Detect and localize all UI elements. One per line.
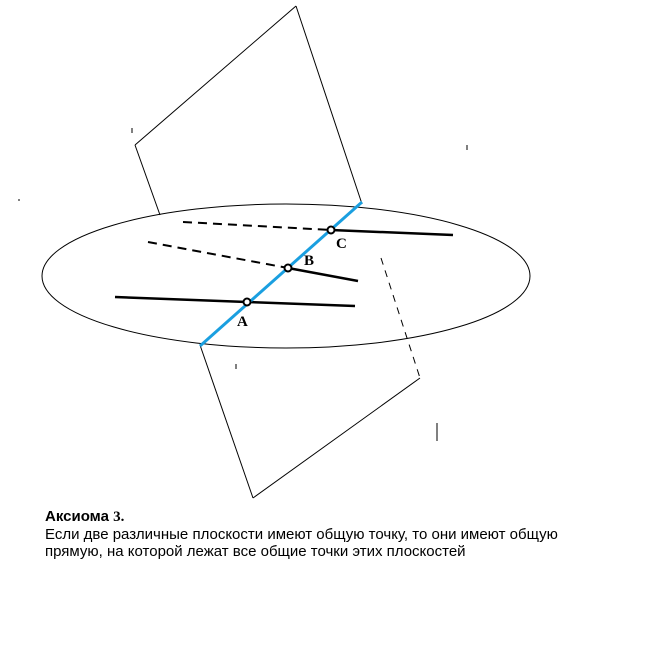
axiom-title-word: Аксиома	[45, 508, 109, 525]
axiom-statement: Если две различные плоскости имеют общую точку, то они имеют общую прямую, на которой лежат все общие точки этих плоскостей	[45, 526, 558, 560]
label-b: B	[304, 253, 315, 269]
line-through-a	[115, 297, 355, 306]
point-a	[244, 299, 251, 306]
horizontal-plane	[42, 204, 530, 348]
stray-marks	[18, 128, 467, 441]
label-a: A	[237, 314, 248, 330]
axiom-title	[45, 508, 625, 526]
line-through-c	[183, 222, 453, 235]
axiom-title-number: 3.	[113, 509, 125, 525]
label-c: C	[336, 236, 347, 252]
common-line	[200, 202, 362, 346]
point-b	[285, 265, 292, 272]
point-c	[328, 227, 335, 234]
line-through-b	[148, 242, 358, 281]
axiom-caption	[45, 508, 625, 560]
vertical-plane	[135, 6, 420, 498]
